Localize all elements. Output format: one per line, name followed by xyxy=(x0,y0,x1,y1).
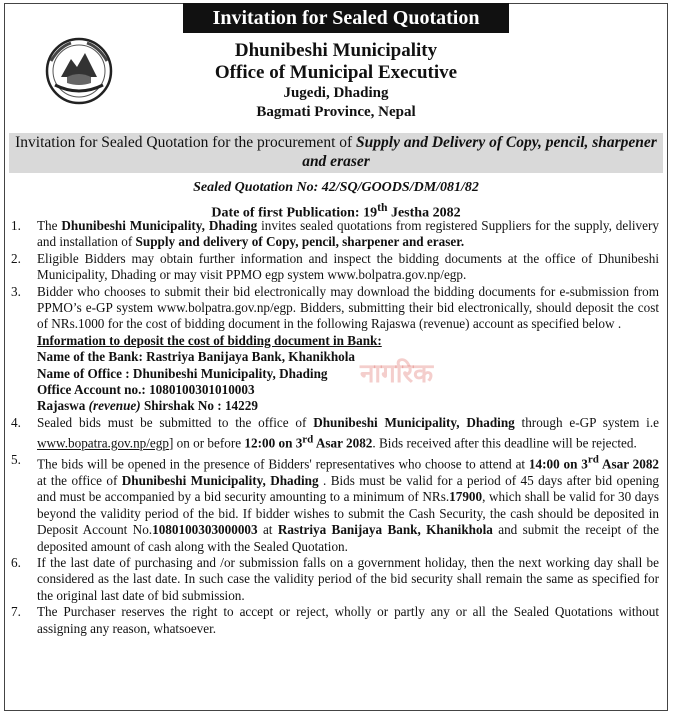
notice-title: Invitation for Sealed Quotation xyxy=(183,3,509,33)
bank-name: Name of the Bank: Rastriya Banijaya Bank, Khanikhola xyxy=(37,349,356,365)
list-item: 4. Sealed bids must be submitted to the office of Dhunibeshi Municipality, Dhading through e-GP system i.e www.bopatra.gov.np/egp] on or before 12:00 on 3rd Asar 2082. Bids received after this deadline will be rejected. xyxy=(11,414,659,451)
province: Bagmati Province, Nepal xyxy=(256,104,416,120)
place: Jugedi, Dhading xyxy=(283,85,389,101)
notice-page xyxy=(4,3,668,711)
org-name: Dhunibeshi Municipality xyxy=(234,40,438,61)
publication-date: Date of first Publication: 19th Jestha 2082 xyxy=(211,201,461,221)
list-item: 3. Bidder who chooses to submit their bid electronically may download the bidding documents for e-submission from PPMO’s e-GP system www.bolpatra.gov.np/egp. Bidders, submitting their bid electronically, should deposit the cost of NRs.1000 for the cost of bidding document in the following Rajaswa (revenue) account as specified below . xyxy=(11,283,659,332)
list-item: 1. The Dhunibeshi Municipality, Dhading invites sealed quotations from registered Suppliers for the supply, delivery and installation of Supply and delivery of Copy, pencil, sharpener and eraser. xyxy=(11,218,659,250)
notice-list xyxy=(11,218,659,637)
bank-account: Office Account no.: 1080100301010003 xyxy=(37,382,255,398)
list-item: 5. The bids will be opened in the presence of Bidders' representatives who choose to attend at 14:00 on 3rd Asar 2082 at the office of Dhunibeshi Municipality, Dhading . Bids must be valid for a period of 45 days after bid opening and must be accompanied by a bid security amounting to a minimum of NRs.17900, which shall be valid for 30 days beyond the validity period of the bid. If bidder wishes to submit the Cash Security, the cash should be deposited in Deposit Account No.1080100303000003 at Rastriya Banijaya Bank, Khanikhola and submit the receipt of the deposited amount of cash along with the Sealed Quotation. xyxy=(11,452,660,554)
egp-link[interactable]: www.bopatra.gov.np/egp xyxy=(37,435,169,451)
bank-rajaswa: Rajaswa (revenue) Shirshak No : 14229 xyxy=(37,398,258,414)
bank-info xyxy=(11,333,659,415)
procurement-item: Supply and Delivery of Copy, pencil, sharpener and eraser xyxy=(302,134,657,170)
list-item: 2. Eligible Bidders may obtain further information and inspect the bidding documents at the office of Dhunibeshi Municipality, Dhading or may visit PPMO egp system www.bolpatra.gov.np/egp. xyxy=(11,250,659,283)
sealed-quotation-number: Sealed Quotation No: 42/SQ/GOODS/DM/081/82 xyxy=(193,180,479,195)
watermark: नागरिक xyxy=(360,359,434,388)
bank-heading: Information to deposit the cost of bidding document in Bank: xyxy=(37,332,382,348)
list-item: 7. The Purchaser reserves the right to accept or reject, wholly or partly any or all the Sealed Quotations without assigning any reason, whatsoever. xyxy=(11,604,659,636)
header xyxy=(5,40,667,122)
subject-line: Invitation for Sealed Quotation for the procurement of Supply and Delivery of Copy, pencil, sharpener and eraser xyxy=(9,133,663,173)
bank-office: Name of Office : Dhunibeshi Municipality, Dhading xyxy=(37,365,328,381)
office-name: Office of Municipal Executive xyxy=(214,62,458,83)
list-item: 6. If the last date of purchasing and /or submission falls on a government holiday, then the next working day shall be considered as the last date. In such case the validity period of the bid security shall remain the same as specified for the original last date of bid submission. xyxy=(11,554,659,603)
